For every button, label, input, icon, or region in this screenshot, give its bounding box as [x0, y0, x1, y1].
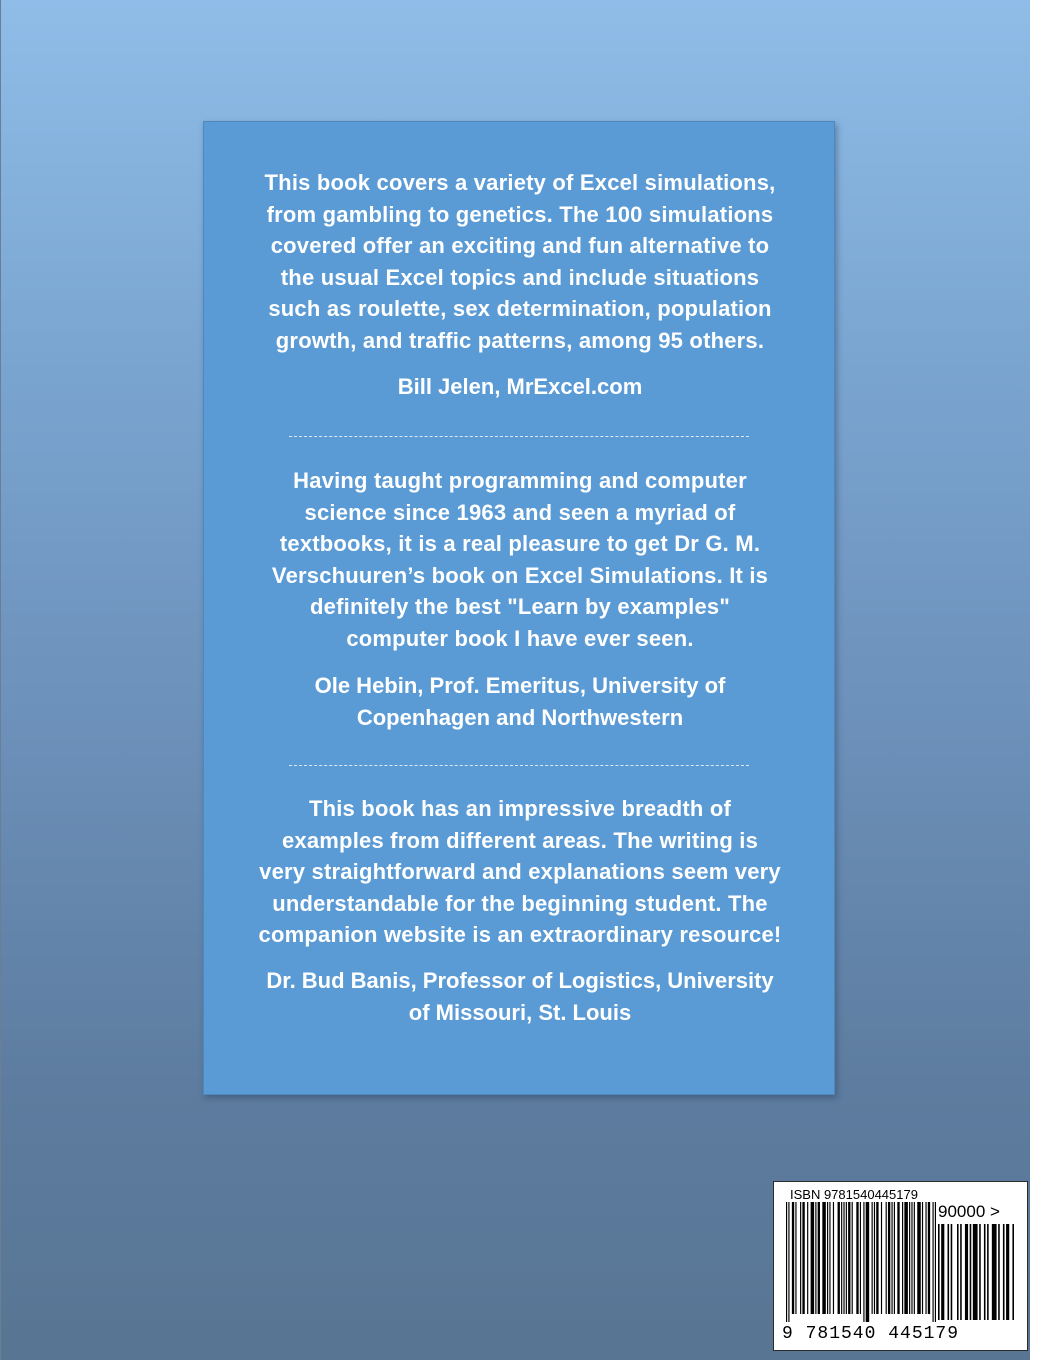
divider-2	[289, 765, 749, 766]
barcode-bar	[874, 1202, 875, 1314]
isbn-barcode	[773, 1181, 1028, 1351]
barcode-bar	[965, 1224, 968, 1320]
text-line: Verschuuren’s book on Excel Simulations. It is	[271, 562, 769, 588]
barcode-bar	[902, 1202, 903, 1314]
barcode-bar	[911, 1202, 912, 1314]
barcode-bar	[827, 1202, 828, 1314]
text-line: computer book I have ever seen.	[346, 625, 694, 651]
page-margin	[1030, 0, 1051, 1360]
barcode-bar	[932, 1202, 933, 1322]
review-3-author	[204, 965, 836, 1028]
text-line: This book has an impressive breadth of	[308, 796, 732, 821]
barcode-bar	[856, 1202, 858, 1314]
barcode-bar	[951, 1224, 953, 1320]
text-line: understandable for the beginning student. The	[272, 890, 768, 916]
barcode-bar	[1003, 1224, 1005, 1320]
barcode-bar	[795, 1202, 796, 1314]
barcode-bar	[914, 1202, 915, 1314]
text-line: very straightforward and explanations seem very	[259, 859, 781, 884]
review-1-author: Bill Jelen, MrExcel.com	[397, 374, 643, 399]
barcode-bar	[811, 1202, 815, 1314]
addon-barcode-icon	[938, 1224, 1018, 1324]
barcode-bar	[792, 1202, 794, 1314]
barcode-bar	[822, 1202, 826, 1314]
barcode-bar	[888, 1202, 890, 1314]
barcode-bar	[818, 1202, 820, 1314]
barcode-bar	[829, 1202, 830, 1314]
barcode-bar	[938, 1224, 940, 1320]
barcode-bar	[992, 1224, 997, 1320]
barcode-bar	[863, 1202, 864, 1322]
isbn-label: ISBN 9781540445179	[790, 1187, 918, 1202]
barcode-bar	[876, 1202, 878, 1314]
barcode-bar	[909, 1202, 910, 1314]
barcode-bar	[979, 1224, 981, 1320]
barcode-bar	[928, 1202, 930, 1314]
barcode-bar	[987, 1224, 989, 1320]
barcode-bar	[973, 1224, 978, 1320]
barcode-bar	[886, 1202, 887, 1314]
text-line: companion website is an extraordinary resource!	[258, 922, 782, 947]
barcode-digits: 9 781540 445179	[782, 1324, 960, 1344]
barcode-bar	[838, 1202, 840, 1314]
text-line: science since 1963 and seen a myriad of	[304, 499, 736, 525]
barcode-bar	[891, 1202, 892, 1314]
barcode-bar	[1006, 1224, 1009, 1320]
text-line: textbooks, it is a real pleasure to get Dr G. M.	[279, 531, 761, 556]
barcode-bar	[970, 1224, 972, 1320]
barcode-bar	[948, 1224, 950, 1320]
barcode-bar	[935, 1202, 936, 1322]
text-line: Copenhagen and Northwestern	[356, 704, 684, 730]
barcode-bar	[848, 1202, 850, 1314]
barcode-bar	[960, 1224, 962, 1320]
review-3-text	[204, 793, 836, 951]
text-line: the usual Excel topics and include situations	[280, 264, 760, 290]
barcode-bar	[941, 1224, 944, 1320]
reviews-panel	[203, 121, 835, 1095]
barcode-bar	[998, 1224, 1000, 1320]
barcode-bar	[786, 1202, 787, 1322]
barcode-bar	[957, 1224, 959, 1320]
text-line: growth, and traffic patterns, among 95 others.	[275, 327, 765, 353]
text-line: definitely the best "Learn by examples"	[310, 594, 730, 619]
review-1-text	[204, 167, 836, 356]
text-line: Ole Hebin, Prof. Emeritus, University of	[314, 673, 726, 698]
barcode-bar	[897, 1202, 899, 1314]
barcode-bar	[917, 1202, 921, 1314]
text-line: Having taught programming and computer	[293, 468, 747, 493]
barcode-bar	[815, 1202, 816, 1314]
price-code: 90000 >	[938, 1202, 1000, 1221]
text-line: such as roulette, sex determination, population	[268, 296, 772, 321]
barcode-bar	[860, 1202, 861, 1314]
text-line: Dr. Bud Banis, Professor of Logistics, University	[266, 968, 774, 993]
barcode-bar	[984, 1224, 986, 1320]
barcode-bar	[788, 1202, 789, 1322]
barcode-bar	[841, 1202, 842, 1314]
barcode-icon	[786, 1202, 936, 1324]
barcode-bar	[904, 1202, 908, 1314]
text-line: from gambling to genetics. The 100 simulations	[266, 201, 774, 227]
barcode-bar	[800, 1202, 801, 1314]
barcode-bar	[872, 1202, 873, 1314]
text-line: examples from different areas. The writing is	[281, 827, 759, 853]
text-line: of Missouri, St. Louis	[408, 999, 632, 1025]
review-2-text	[204, 465, 836, 654]
text-line: covered offer an exciting and fun alternative to	[270, 233, 770, 258]
barcode-bar	[866, 1202, 870, 1322]
divider-1	[289, 436, 749, 437]
barcode-bar	[843, 1202, 844, 1314]
text-line: This book covers a variety of Excel simulations,	[264, 170, 776, 195]
barcode-bar	[846, 1202, 847, 1314]
barcode-bar	[802, 1202, 804, 1314]
barcode-bar	[925, 1202, 926, 1314]
barcode-bar	[894, 1202, 895, 1314]
barcode-bar	[881, 1202, 882, 1314]
review-2-author	[204, 670, 836, 733]
barcode-bar	[852, 1202, 853, 1314]
barcode-bar	[807, 1202, 808, 1314]
barcode-bar	[1012, 1224, 1014, 1320]
barcode-bar	[922, 1202, 923, 1314]
barcode-bar	[833, 1202, 834, 1314]
cover-edge	[0, 0, 1, 1360]
